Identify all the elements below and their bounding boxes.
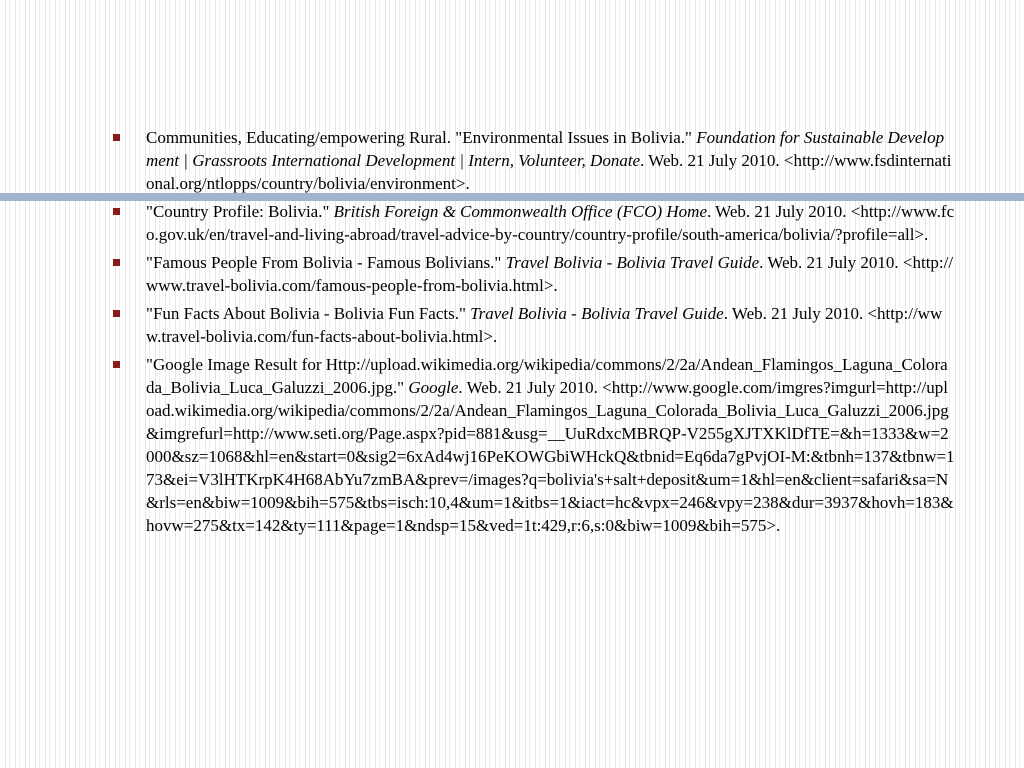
reference-text: "Famous People From Bolivia - Famous Bolivians." [146,253,506,272]
square-bullet-icon [113,361,120,368]
reference-source-title: British Foreign & Commonwealth Office (FCO) Home [333,202,707,221]
reference-access-info: . Web. 21 July 2010. <http://www.travel-bolivia.com/famous-people-from-bolivia.html>. [146,253,954,295]
reference-text: "Fun Facts About Bolivia - Bolivia Fun Facts." [146,304,471,323]
reference-text: "Google Image Result for Http://upload.wikimedia.org/wikipedia/commons/2/2a/Andean_Flamingos_Laguna_Colorada_Bolivia_Luca_Galuzzi_2006.jpg." [146,355,948,397]
reference-access-info: . Web. 21 July 2010. <http://www.fsdinternational.org/ntlopps/country/bolivia/environment>. [146,151,952,193]
reference-item [110,302,956,348]
reference-item [110,200,956,246]
reference-list [110,126,956,537]
reference-source-title: Travel Bolivia - Bolivia Travel Guide [505,253,760,272]
reference-source-title: Travel Bolivia - Bolivia Travel Guide [470,304,724,323]
square-bullet-icon [113,259,120,266]
reference-access-info: . Web. 21 July 2010. <http://www.travel-bolivia.com/fun-facts-about-bolivia.html>. [146,304,943,346]
reference-item [110,251,956,297]
square-bullet-icon [113,134,120,141]
reference-access-info: . Web. 21 July 2010. <http://www.google.com/imgres?imgurl=http://upload.wikimedia.org/wikipedia/commons/2/2a/Andean_Flamingos_Laguna_Colorada_Bolivia_Luca_Galuzzi_2006.jpg&imgrefurl=http://www.seti.org/Page.aspx?pid=881&usg=__UuRdxcMBRQP-V255gXJTXKlDfTE=&h=1333&w=2000&sz=1068&hl=en&start=0&sig2=6xAd4wj16PeKOWGbiWHckQ&tbnid=Eq6da7gPvjOI-M:&tbnh=137&tbnw=173&ei=V3lHTKrpK4H68AbYu7zmBA&prev=/images?q=bolivia's+salt+deposit&um=1&hl=en&client=safari&sa=N&rls=en&biw=1009&bih=575&tbs=isch:10,4&um=1&itbs=1&iact=hc&vpx=246&vpy=238&dur=3937&hovh=183&hovw=275&tx=142&ty=111&page=1&ndsp=15&ved=1t:429,r:6,s:0&biw=1009&bih=575>. [146,378,955,535]
reference-text: Communities, Educating/empowering Rural. "Environmental Issues in Bolivia." [146,128,697,147]
reference-item [110,353,956,537]
square-bullet-icon [113,208,120,215]
reference-text: "Country Profile: Bolivia." [146,202,334,221]
square-bullet-icon [113,310,120,317]
slide-content [110,126,956,542]
reference-access-info: . Web. 21 July 2010. <http://www.fco.gov.uk/en/travel-and-living-abroad/travel-advice-by-country/country-profile/south-america/bolivia/?profile=all>. [146,202,955,244]
reference-item [110,126,956,195]
reference-source-title: Foundation for Sustainable Development | Grassroots International Development | Intern, Volunteer, Donate [146,128,945,170]
reference-source-title: Google [408,378,459,397]
